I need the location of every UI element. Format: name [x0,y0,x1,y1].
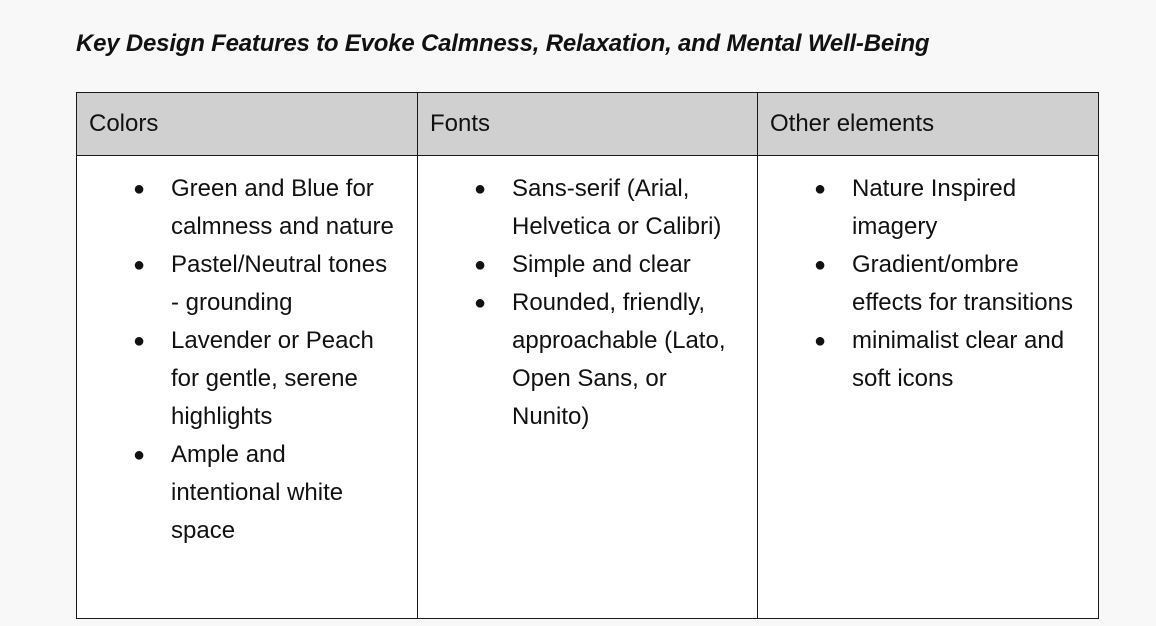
list-item [770,322,1086,398]
design-features-table [76,92,1099,619]
list-item-text: Green and Blue for calmness and nature [171,175,394,240]
table-header-row [77,93,1099,156]
colors-cell [77,156,418,619]
list-item-text: Simple and clear [512,251,691,278]
list-item [89,436,405,550]
list-item-text: Sans-serif (Arial, Helvetica or Calibri) [512,175,722,240]
list-item [430,246,745,284]
bullet-icon: ● [814,330,827,352]
bullet-icon: ● [814,178,827,200]
header-other-elements: Other elements [758,93,1099,156]
list-item-text: Lavender or Peach for gentle, serene highlights [171,327,374,430]
list-item-text: Ample and intentional white space [171,441,344,544]
list-item-text: Nature Inspired imagery [852,175,1017,240]
fonts-cell [418,156,758,619]
list-item [89,170,405,246]
bullet-icon: ● [814,254,827,276]
bullet-icon: ● [474,254,487,276]
bullet-icon: ● [474,292,487,314]
bullet-icon: ● [133,178,146,200]
bullet-icon: ● [133,254,146,276]
other-elements-cell [758,156,1099,619]
list-item-text: Gradient/ombre effects for transitions [852,251,1073,316]
bullet-icon: ● [133,330,146,352]
list-item [770,170,1086,246]
fonts-list [430,170,745,436]
header-fonts: Fonts [418,93,758,156]
list-item [89,246,405,322]
list-item-text: Pastel/Neutral tones - grounding [171,251,388,316]
list-item [430,284,745,436]
other-elements-list [770,170,1086,398]
list-item-text: Rounded, friendly, approachable (Lato, Open Sans, or Nunito) [512,289,726,430]
table-body-row [77,156,1099,619]
list-item [430,170,745,246]
list-item [89,322,405,436]
header-colors: Colors [77,93,418,156]
colors-list [89,170,405,550]
list-item-text: minimalist clear and soft icons [852,327,1065,392]
list-item [770,246,1086,322]
document-title: Key Design Features to Evoke Calmness, Relaxation, and Mental Well-Being [76,30,930,57]
bullet-icon: ● [133,444,146,466]
bullet-icon: ● [474,178,487,200]
